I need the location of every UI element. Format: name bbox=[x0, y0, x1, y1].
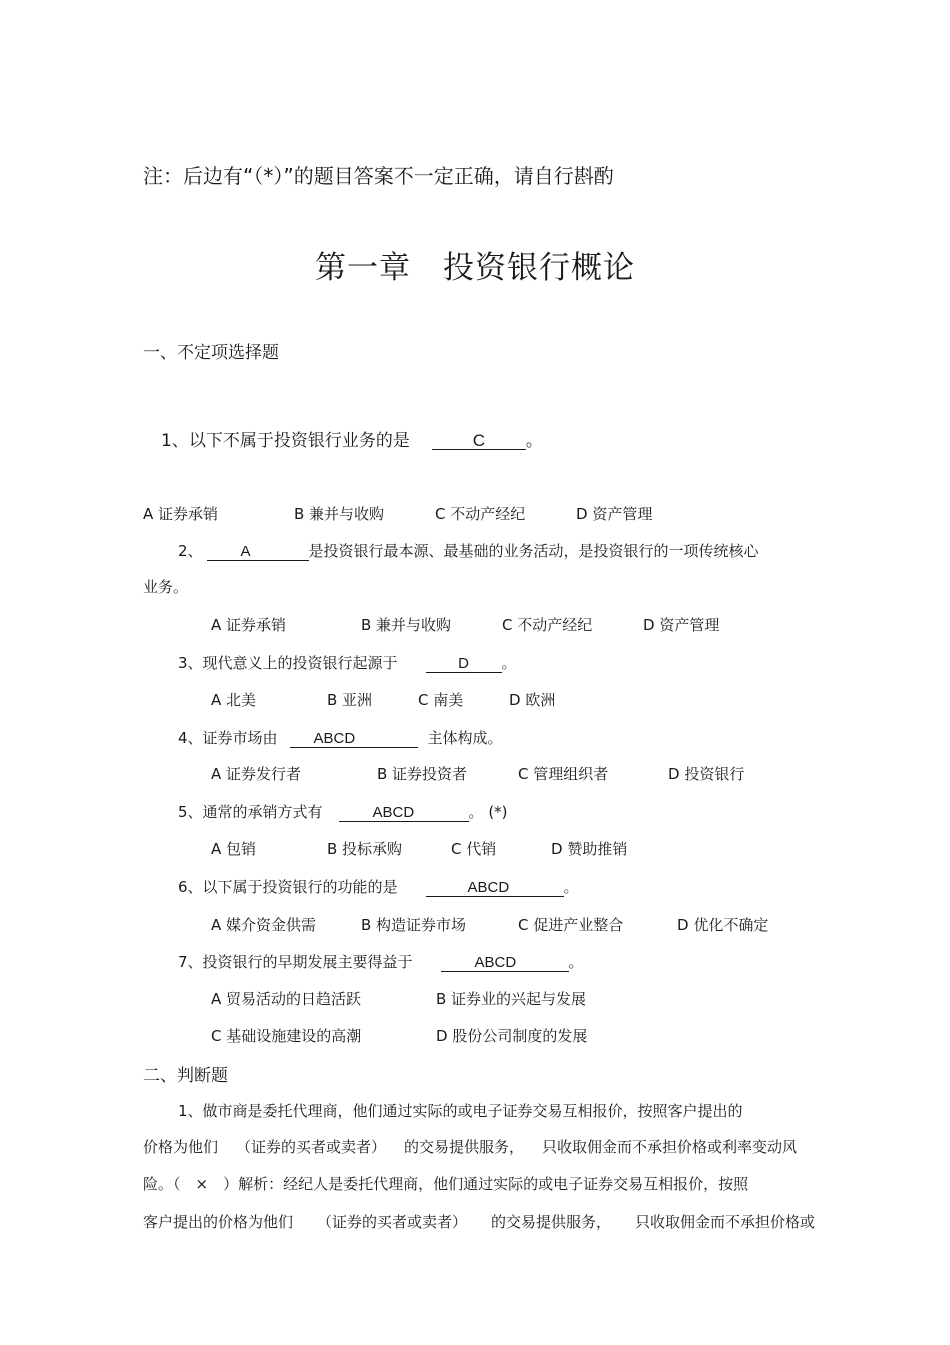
option: B 证券业的兴起与发展 bbox=[436, 990, 587, 1008]
option: B 兼并与收购 bbox=[361, 616, 452, 634]
question-5 bbox=[178, 801, 508, 822]
option: A 北美 bbox=[211, 691, 257, 709]
option: A 媒介资金供需 bbox=[211, 916, 317, 934]
option: A 证券发行者 bbox=[211, 765, 302, 783]
tf-question-1-line-2: 价格为他们 （证券的买者或卖者） 的交易提供服务， 只收取佣金而不承担价格或利率变动风 bbox=[143, 1138, 798, 1156]
question-prefix: 2、 bbox=[178, 542, 203, 560]
option: A 证券承销 bbox=[143, 505, 219, 523]
answer-blank: ABCD bbox=[441, 954, 569, 972]
question-1 bbox=[161, 426, 543, 451]
question-7 bbox=[178, 951, 584, 972]
answer-blank: D bbox=[426, 655, 502, 673]
option: C 基础设施建设的高潮 bbox=[211, 1027, 362, 1045]
answer-blank: ABCD bbox=[339, 804, 469, 822]
option: D 优化不确定 bbox=[677, 916, 769, 934]
option: A 包销 bbox=[211, 840, 257, 858]
disclaimer-note: 注：后边有“（*）”的题目答案不一定正确，请自行斟酌 bbox=[143, 164, 614, 188]
option: C 促进产业整合 bbox=[518, 916, 624, 934]
tf-question-1-line-3: 险。（ × ）解析：经纪人是委托代理商，他们通过实际的或电子证券交易互相报价，按照 bbox=[143, 1175, 749, 1193]
question-text: 3、现代意义上的投资银行起源于 bbox=[178, 654, 398, 672]
question-text: 6、以下属于投资银行的功能的是 bbox=[178, 878, 398, 896]
answer-blank: ABCD bbox=[290, 730, 418, 748]
option: D 赞助推销 bbox=[551, 840, 628, 858]
option: B 证券投资者 bbox=[377, 765, 468, 783]
question-text: 7、投资银行的早期发展主要得益于 bbox=[178, 953, 413, 971]
question-2-continued: 业务。 bbox=[143, 578, 189, 596]
tf-question-1-line-1: 1、做市商是委托代理商，他们通过实际的或电子证券交易互相报价，按照客户提出的 bbox=[178, 1102, 743, 1120]
question-end: 。 bbox=[501, 654, 517, 672]
option: B 构造证券市场 bbox=[361, 916, 467, 934]
option: C 不动产经纪 bbox=[502, 616, 593, 634]
question-2 bbox=[178, 540, 759, 561]
answer-blank: A bbox=[207, 543, 309, 561]
option: D 股份公司制度的发展 bbox=[436, 1027, 588, 1045]
question-text: 1、以下不属于投资银行业务的是 bbox=[161, 431, 410, 451]
question-end: 。 bbox=[563, 878, 579, 896]
tf-question-1-line-4: 客户提出的价格为他们 （证券的买者或卖者） 的交易提供服务， 只收取佣金而不承担价格或 bbox=[143, 1213, 816, 1231]
option: D 资产管理 bbox=[576, 505, 653, 523]
option: D 欧洲 bbox=[509, 691, 556, 709]
option: D 资产管理 bbox=[643, 616, 720, 634]
question-end: 主体构成。 bbox=[427, 729, 503, 747]
question-6 bbox=[178, 876, 579, 897]
question-text: 5、通常的承销方式有 bbox=[178, 803, 323, 821]
question-end: 。 bbox=[525, 431, 543, 451]
question-4 bbox=[178, 727, 503, 748]
option: C 不动产经纪 bbox=[435, 505, 526, 523]
option: B 兼并与收购 bbox=[294, 505, 385, 523]
option: A 证券承销 bbox=[211, 616, 287, 634]
section-heading-choice: 一、不定项选择题 bbox=[143, 343, 279, 363]
question-end: 。 (*) bbox=[468, 803, 508, 821]
answer-blank: ABCD bbox=[426, 879, 564, 897]
option: B 亚洲 bbox=[327, 691, 373, 709]
chapter-title: 第一章 投资银行概论 bbox=[315, 250, 635, 286]
option: C 南美 bbox=[418, 691, 464, 709]
question-text: 4、证券市场由 bbox=[178, 729, 278, 747]
option: C 管理组织者 bbox=[518, 765, 609, 783]
option: A 贸易活动的日趋活跃 bbox=[211, 990, 362, 1008]
question-3 bbox=[178, 652, 517, 673]
option: D 投资银行 bbox=[668, 765, 745, 783]
option: C 代销 bbox=[451, 840, 497, 858]
question-end: 。 bbox=[568, 953, 584, 971]
question-text: 是投资银行最本源、最基础的业务活动，是投资银行的一项传统核心 bbox=[308, 542, 759, 560]
section-heading-true-false: 二、判断题 bbox=[143, 1066, 228, 1086]
option: B 投标承购 bbox=[327, 840, 403, 858]
answer-blank: C bbox=[432, 432, 526, 450]
